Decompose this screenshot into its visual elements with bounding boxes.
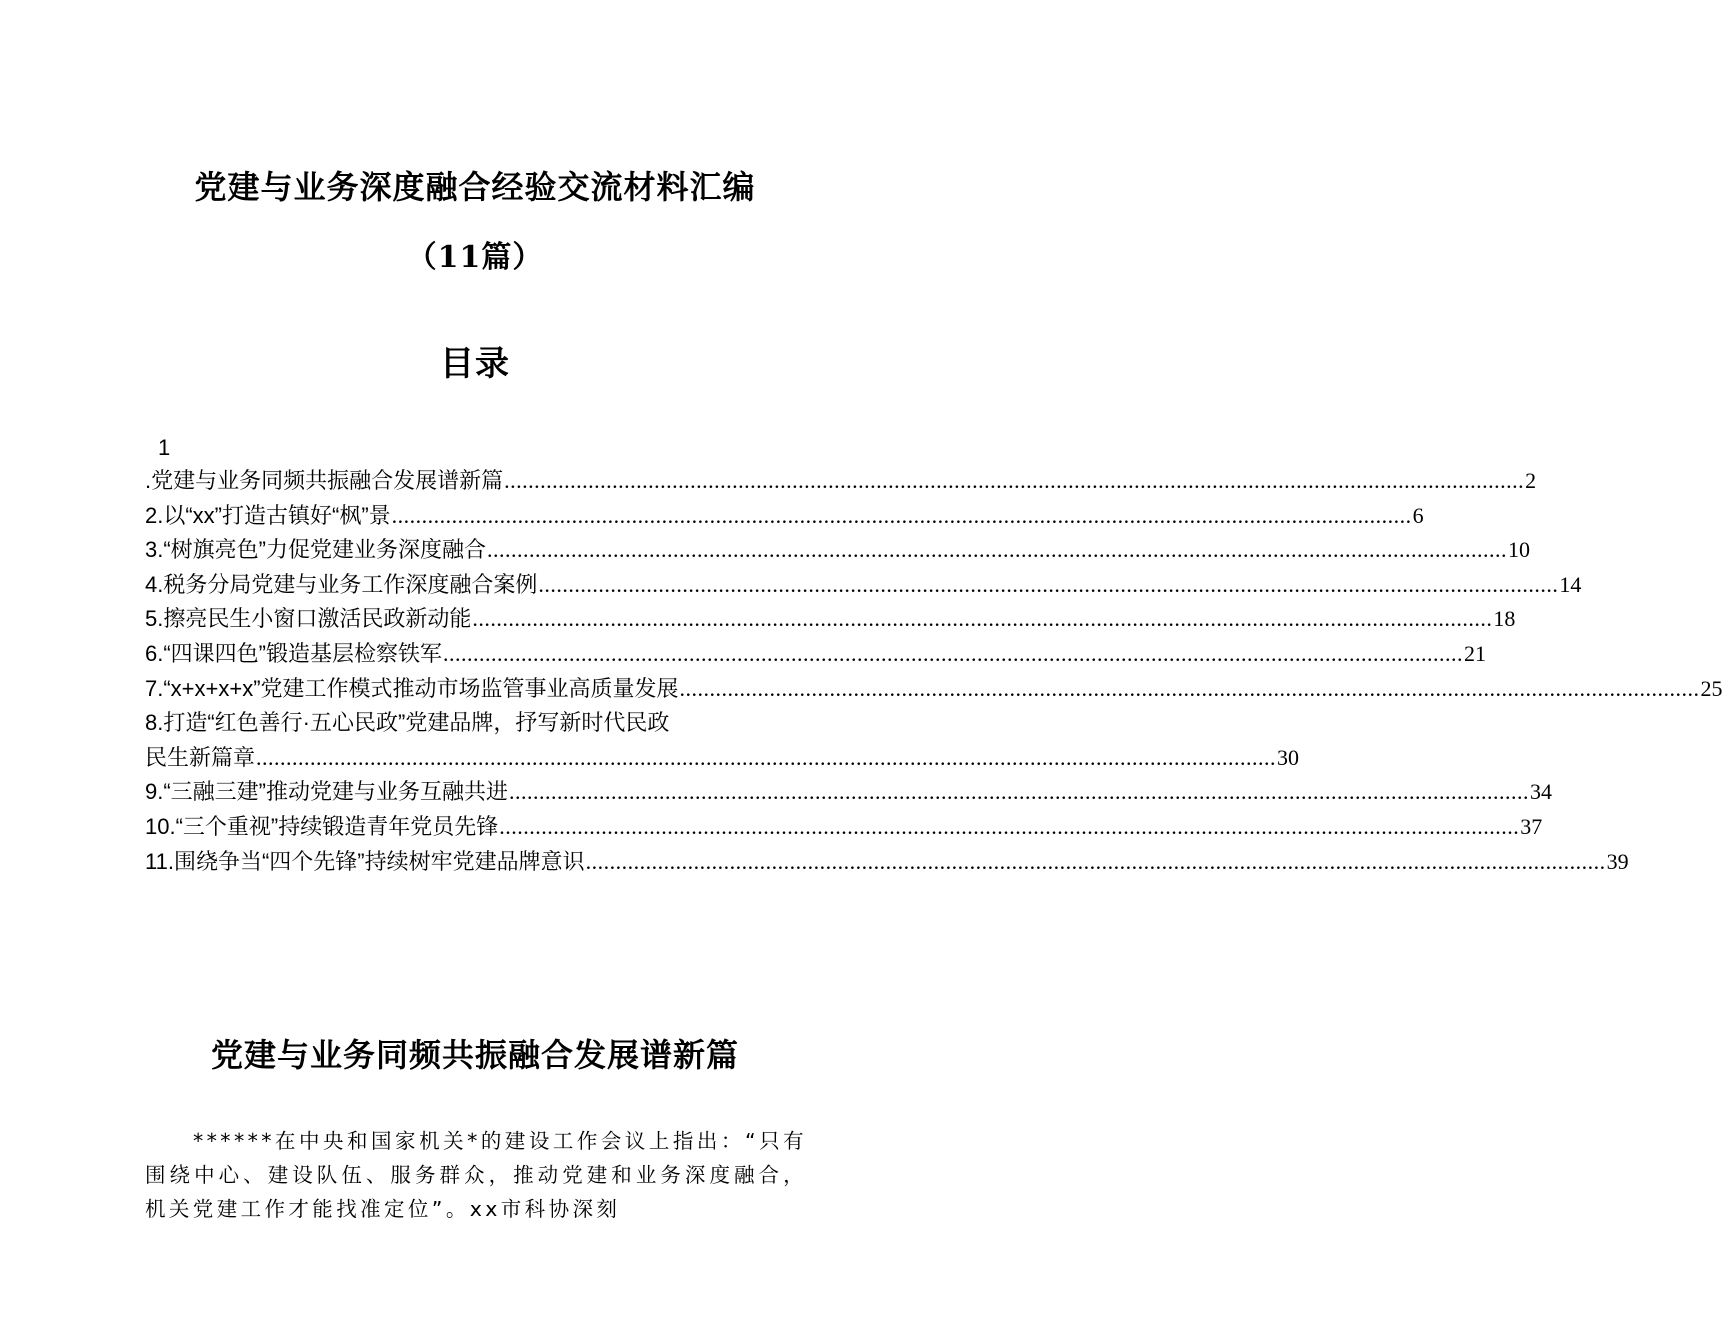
toc-item-8[interactable] [145,741,1300,776]
toc-item-label: 5.擦亮民生小窗口激活民政新动能 [145,606,472,632]
toc-item-page: 25 [1700,675,1723,701]
toc-leader-dots: .......................................................................................................................................................................... [487,537,1508,563]
toc-leader-dots: .......................................................................................................................................................................... [585,848,1606,874]
toc-item-1-number: 1 [158,435,171,460]
toc-leader-dots: .......................................................................................................................................................................... [504,468,1525,493]
toc-item-4[interactable] [145,568,1582,603]
toc-item-1[interactable] [145,464,1537,499]
body-paragraph: ******在中央和国家机关*的建设工作会议上指出：“只有围绕中心、建设队伍、服务群众，推动党建和业务深度融合，机关党建工作才能找准定位”。xx市科协深刻 [145,1129,807,1221]
toc-item-page: 39 [1606,848,1629,874]
toc-item-page: 2 [1525,468,1537,493]
toc-item-8-line1[interactable]: 8.打造“红色善行·五心民政”党建品牌，抒写新时代民政 [145,710,670,736]
toc-heading: 目录 [440,344,510,384]
toc-leader-dots: .......................................................................................................................................................................... [443,640,1464,666]
subtitle: （11篇） [406,240,544,275]
toc-item-page: 37 [1520,813,1543,839]
toc-leader-dots: .......................................................................................................................................................................... [391,502,1412,528]
toc-item-10[interactable] [145,810,1543,845]
toc-item-label: 6.“四课四色”锻造基层检察铁军 [145,640,443,666]
toc-item-label: .党建与业务同频共振融合发展谱新篇 [145,468,504,493]
toc-item-9[interactable] [145,775,1553,810]
toc-item-5[interactable] [145,602,1516,637]
toc-item-label: 11.围绕争当“四个先锋”持续树牢党建品牌意识 [145,848,585,874]
toc-leader-dots: .......................................................................................................................................................................... [538,571,1559,597]
toc-item-page: 30 [1277,744,1300,770]
toc-item-label: 4.税务分局党建与业务工作深度融合案例 [145,571,538,597]
toc-item-page: 14 [1559,571,1582,597]
toc-item-label: 2.以“xx”打造古镇好“枫”景 [145,502,391,528]
toc-item-label: 民生新篇章 [145,744,256,770]
toc-item-page: 34 [1530,779,1553,805]
toc-leader-dots: .......................................................................................................................................................................... [679,675,1700,701]
toc-item-label: 10.“三个重视”持续锻造青年党员先锋 [145,813,499,839]
toc-leader-dots: .......................................................................................................................................................................... [472,606,1493,632]
main-title: 党建与业务深度融合经验交流材料汇编 [194,168,756,206]
toc-item-7[interactable] [145,672,1723,707]
section-title: 党建与业务同频共振融合发展谱新篇 [210,1036,739,1074]
toc-leader-dots: .......................................................................................................................................................................... [509,779,1530,805]
toc-leader-dots: .......................................................................................................................................................................... [256,744,1277,770]
toc-item-page: 10 [1508,537,1531,563]
table-of-contents [145,432,1723,879]
toc-item-3[interactable] [145,533,1531,568]
toc-item-label: 7.“x+x+x+x”党建工作模式推动市场监管事业高质量发展 [145,675,679,701]
toc-item-label: 9.“三融三建”推动党建与业务互融共进 [145,779,509,805]
toc-item-page: 21 [1464,640,1487,666]
toc-item-6[interactable] [145,637,1487,672]
toc-item-page: 18 [1493,606,1516,632]
toc-item-label: 3.“树旗亮色”力促党建业务深度融合 [145,537,487,563]
toc-item-page: 6 [1412,502,1424,528]
toc-leader-dots: .......................................................................................................................................................................... [499,813,1520,839]
toc-item-11[interactable] [145,845,1629,880]
toc-item-2[interactable] [145,499,1424,534]
